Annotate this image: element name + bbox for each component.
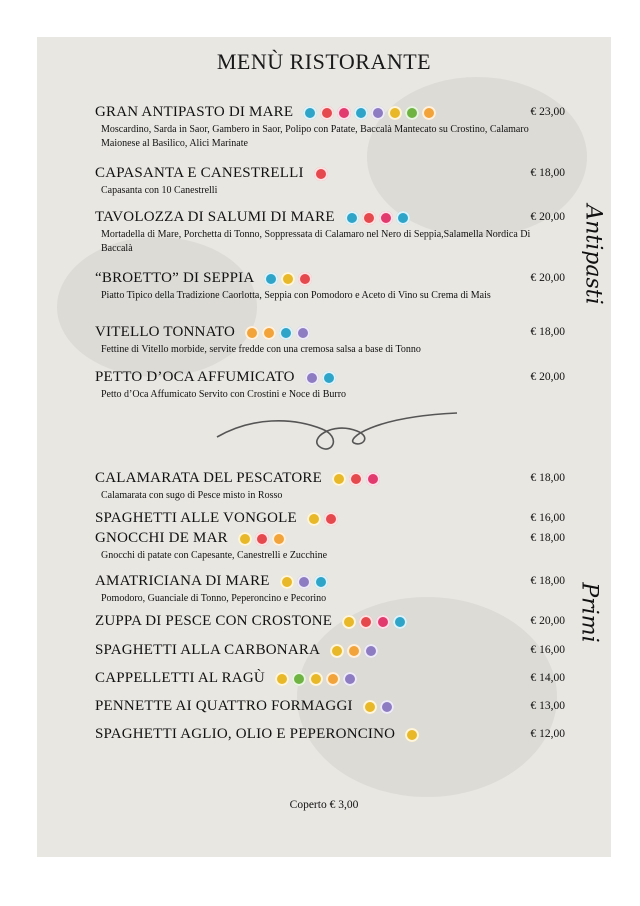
menu-item-capasanta: CAPASANTA E CANESTRELLI € 18,00 Capasanta con 10 Canestrelli bbox=[95, 164, 565, 197]
mollusc-icon bbox=[320, 106, 334, 120]
allergen-icons bbox=[275, 669, 360, 687]
allergen-icons bbox=[345, 208, 413, 226]
gluten-icon bbox=[388, 106, 402, 120]
price: € 14,00 bbox=[530, 672, 565, 684]
description: Piatto Tipico della Tradizione Caorlotta, Seppia con Pomodoro e Aceto di Vino su Crema di Mais bbox=[101, 290, 491, 302]
mollusc-icon bbox=[255, 532, 269, 546]
gluten-icon bbox=[281, 272, 295, 286]
gluten-icon bbox=[307, 512, 321, 526]
crustacean-icon bbox=[376, 615, 390, 629]
price: € 18,00 bbox=[530, 472, 565, 484]
allergen-icons bbox=[307, 509, 341, 527]
price: € 20,00 bbox=[530, 211, 565, 223]
fish-icon bbox=[322, 371, 336, 385]
description: Petto d’Oca Affumicato Servito con Crostini e Noce di Burro bbox=[101, 389, 347, 401]
gluten-icon bbox=[332, 472, 346, 486]
description: Calamarata con sugo di Pesce misto in Rosso bbox=[101, 490, 283, 502]
menu-item-cappelletti: CAPPELLETTI AL RAGÙ € 14,00 bbox=[95, 669, 565, 686]
description: Fettine di Vitello morbide, servite fredde con una cremosa salsa a base di Tonno bbox=[101, 344, 421, 356]
lactose-icon bbox=[305, 371, 319, 385]
section-label-antipasti: Antipasti bbox=[580, 204, 606, 305]
mollusc-icon bbox=[349, 472, 363, 486]
menu-item-gran-antipasto: GRAN ANTIPASTO DI MARE € 23,00 Moscardino, Sarda in Saor, Gambero in Saor, Polipo con Patate, Baccalà Mantecato su Crostino, Calamaro Maionese al Basilico, Alici Marinate bbox=[95, 103, 565, 150]
menu-item-zuppa: ZUPPA DI PESCE CON CROSTONE € 20,00 bbox=[95, 612, 565, 629]
description: Capasanta con 10 Canestrelli bbox=[101, 185, 218, 197]
menu-item-tavolozza: TAVOLOZZA DI SALUMI DI MARE € 20,00 Mortadella di Mare, Porchetta di Tonno, Soppressata di Calamaro nel Nero di Seppia,Salamella Nordica Di Baccalà bbox=[95, 208, 565, 255]
price: € 18,00 bbox=[530, 575, 565, 587]
price: € 20,00 bbox=[530, 615, 565, 627]
lactose-icon bbox=[296, 326, 310, 340]
allergen-icons bbox=[305, 368, 339, 386]
gluten-icon bbox=[280, 575, 294, 589]
fish-icon bbox=[354, 106, 368, 120]
menu-item-gnocchi: GNOCCHI DE MAR € 18,00 Gnocchi di patate con Capesante, Canestrelli e Zucchine bbox=[95, 529, 565, 562]
mollusc-icon bbox=[314, 167, 328, 181]
egg-icon bbox=[422, 106, 436, 120]
description: Mortadella di Mare, Porchetta di Tonno, Soppressata di Calamaro nel Nero di Seppia,Salamella Nordica Di Baccalà bbox=[101, 229, 531, 255]
allergen-icons bbox=[245, 323, 313, 341]
lactose-icon bbox=[371, 106, 385, 120]
description: Gnocchi di patate con Capesante, Canestrelli e Zucchine bbox=[101, 550, 328, 562]
menu-item-petto-oca: PETTO D’OCA AFFUMICATO € 20,00 Petto d’Oca Affumicato Servito con Crostini e Noce di Burro bbox=[95, 368, 565, 401]
menu-item-carbonara: SPAGHETTI ALLA CARBONARA € 16,00 bbox=[95, 641, 565, 658]
price: € 13,00 bbox=[530, 700, 565, 712]
menu-item-pennette: PENNETTE AI QUATTRO FORMAGGI € 13,00 bbox=[95, 697, 565, 714]
crustacean-icon bbox=[366, 472, 380, 486]
divider-swirl bbox=[212, 407, 462, 457]
allergen-icons bbox=[303, 103, 439, 121]
fish-icon bbox=[264, 272, 278, 286]
price: € 20,00 bbox=[530, 272, 565, 284]
price: € 12,00 bbox=[530, 728, 565, 740]
cover-charge: Coperto € 3,00 bbox=[289, 799, 359, 811]
celery-icon bbox=[292, 672, 306, 686]
gluten-icon bbox=[238, 532, 252, 546]
celery-icon bbox=[405, 106, 419, 120]
lactose-icon bbox=[343, 672, 357, 686]
menu-item-broetto: “BROETTO” DI SEPPIA € 20,00 Piatto Tipico della Tradizione Caorlotta, Seppia con Pomodoro e Aceto di Vino su Crema di Mais bbox=[95, 269, 565, 302]
mollusc-icon bbox=[298, 272, 312, 286]
gluten-icon bbox=[342, 615, 356, 629]
price: € 18,00 bbox=[530, 167, 565, 179]
lactose-icon bbox=[380, 700, 394, 714]
allergen-icons bbox=[332, 469, 383, 487]
menu-item-spaghetti-vongole: SPAGHETTI ALLE VONGOLE € 16,00 bbox=[95, 509, 565, 526]
price: € 20,00 bbox=[530, 371, 565, 383]
allergen-icons bbox=[238, 529, 289, 547]
allergen-icons bbox=[363, 697, 397, 715]
menu-item-vitello: VITELLO TONNATO € 18,00 Fettine di Vitello morbide, servite fredde con una cremosa salsa a base di Tonno bbox=[95, 323, 565, 356]
allergen-icons bbox=[280, 572, 331, 590]
menu-item-aglio-olio: SPAGHETTI AGLIO, OLIO E PEPERONCINO € 12,00 bbox=[95, 725, 565, 742]
fish-icon bbox=[396, 211, 410, 225]
gluten-icon bbox=[275, 672, 289, 686]
allergen-icons bbox=[314, 164, 331, 182]
crustacean-icon bbox=[337, 106, 351, 120]
gluten-icon bbox=[405, 728, 419, 742]
lactose-icon bbox=[364, 644, 378, 658]
egg-icon bbox=[245, 326, 259, 340]
menu-item-amatriciana: AMATRICIANA DI MARE € 18,00 Pomodoro, Guanciale di Tonno, Peperoncino e Pecorino bbox=[95, 572, 565, 605]
lactose-icon bbox=[297, 575, 311, 589]
mollusc-icon bbox=[359, 615, 373, 629]
allergen-icons bbox=[405, 725, 422, 743]
gluten-icon bbox=[309, 672, 323, 686]
mollusc-icon bbox=[362, 211, 376, 225]
description: Moscardino, Sarda in Saor, Gambero in Saor, Polipo con Patate, Baccalà Mantecato su Crostino, Calamaro Maionese al Basilico, Alici Marinate bbox=[101, 124, 529, 150]
fish-icon bbox=[314, 575, 328, 589]
allergen-icons bbox=[264, 269, 315, 287]
fish-icon bbox=[345, 211, 359, 225]
fish-icon bbox=[303, 106, 317, 120]
crustacean-icon bbox=[379, 211, 393, 225]
description: Pomodoro, Guanciale di Tonno, Peperoncino e Pecorino bbox=[101, 593, 327, 605]
price: € 18,00 bbox=[530, 326, 565, 338]
allergen-icons bbox=[342, 612, 410, 630]
menu-item-calamarata: CALAMARATA DEL PESCATORE € 18,00 Calamarata con sugo di Pesce misto in Rosso bbox=[95, 469, 565, 502]
price: € 23,00 bbox=[530, 106, 565, 118]
fish-icon bbox=[393, 615, 407, 629]
fish-icon bbox=[279, 326, 293, 340]
gluten-icon bbox=[363, 700, 377, 714]
egg-icon bbox=[347, 644, 361, 658]
price: € 16,00 bbox=[530, 512, 565, 524]
mustard-icon bbox=[262, 326, 276, 340]
section-label-primi: Primi bbox=[576, 582, 602, 643]
egg-icon bbox=[272, 532, 286, 546]
price: € 18,00 bbox=[530, 532, 565, 544]
gluten-icon bbox=[330, 644, 344, 658]
price: € 16,00 bbox=[530, 644, 565, 656]
mollusc-icon bbox=[324, 512, 338, 526]
allergen-icons bbox=[330, 641, 381, 659]
menu-page bbox=[37, 37, 611, 857]
menu-title: MENÙ RISTORANTE bbox=[216, 49, 432, 74]
egg-icon bbox=[326, 672, 340, 686]
